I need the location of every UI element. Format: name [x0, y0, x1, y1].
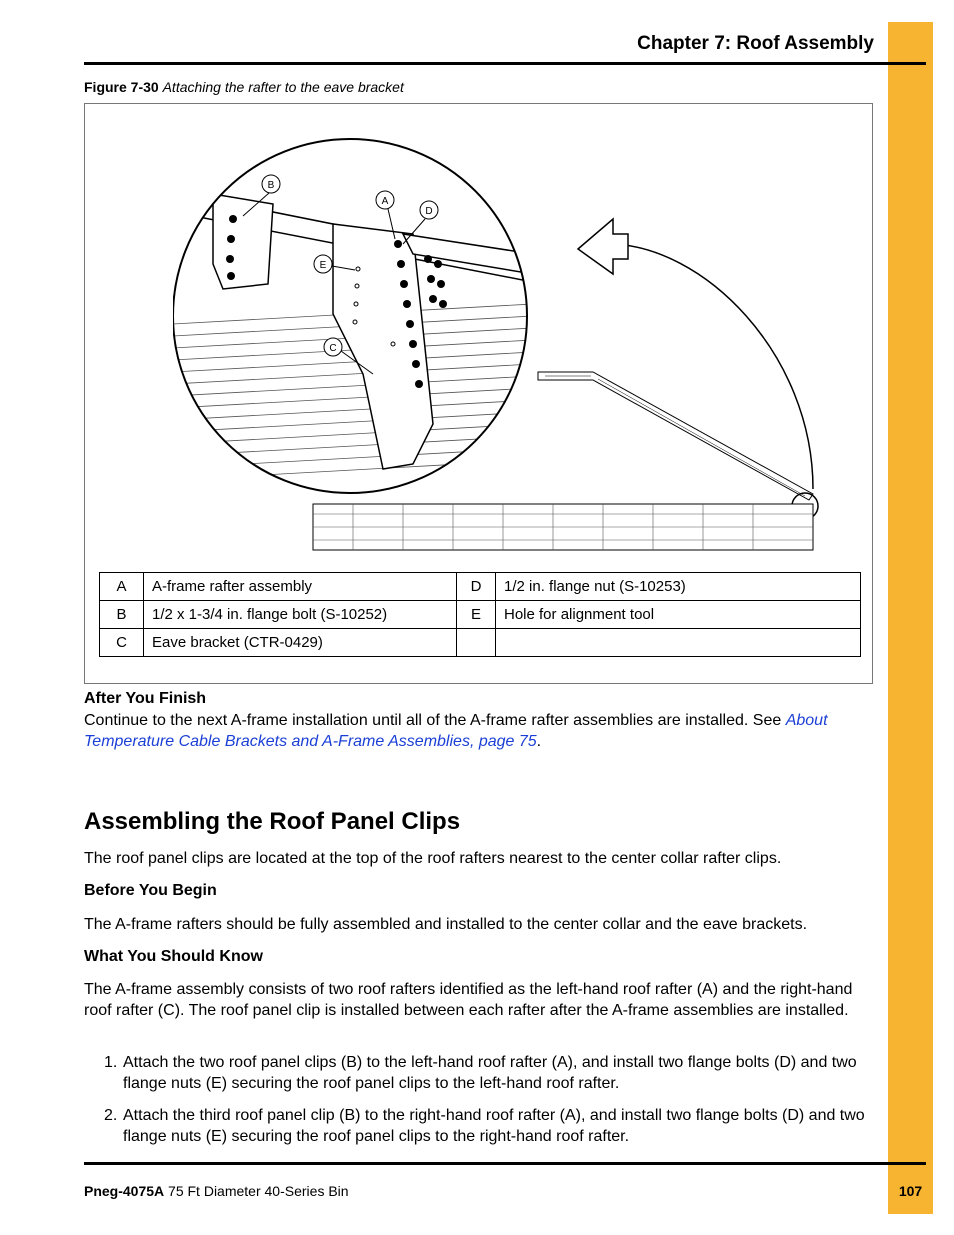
after-finish-text: Continue to the next A-frame installation until all of the A-frame rafter assemblies are installed. See — [84, 712, 786, 729]
legend-value: 1/2 x 1-3/4 in. flange bolt (S-10252) — [144, 601, 457, 629]
svg-text:D: D — [425, 206, 433, 217]
legend-value — [496, 629, 861, 657]
legend-value: A-frame rafter assembly — [144, 573, 457, 601]
figure-number: Figure 7-30 — [84, 79, 159, 95]
legend-value: 1/2 in. flange nut (S-10253) — [496, 573, 861, 601]
legend-row — [100, 629, 861, 657]
before-heading: Before You Begin — [84, 882, 217, 899]
section-intro: The roof panel clips are located at the top of the roof rafters nearest to the center collar rafter clips. — [84, 850, 782, 867]
footer-rule — [84, 1162, 926, 1165]
legend-key: E — [457, 601, 496, 629]
curved-arrow — [608, 244, 813, 489]
figure-box — [84, 103, 873, 684]
section-title: Assembling the Roof Panel Clips — [84, 808, 461, 835]
before-text: The A-frame rafters should be fully assembled and installed to the center collar and the eave brackets. — [84, 916, 808, 933]
chapter-side-tab — [888, 22, 933, 1214]
rafter-eave-illustration — [173, 124, 823, 554]
arrow-head — [578, 219, 628, 274]
figure-caption — [84, 79, 404, 95]
legend-row — [100, 573, 861, 601]
footer-doc-id: Pneg-4075A — [84, 1183, 165, 1199]
step-text: Attach the two roof panel clips (B) to the left-hand roof rafter (A), and install two flange bolts (D) and two flange nuts (E) securing the roof panel clips to the left-hand roof rafter. — [123, 1054, 857, 1092]
chapter-title: Chapter 7: Roof Assembly — [637, 33, 874, 54]
svg-text:B: B — [267, 180, 275, 191]
legend-value: Hole for alignment tool — [496, 601, 861, 629]
figure-caption-text: Attaching the rafter to the eave bracket — [162, 79, 404, 95]
legend-row — [100, 601, 861, 629]
figure-legend-table — [99, 572, 861, 657]
legend-key: A — [100, 573, 144, 601]
legend-key: C — [100, 629, 144, 657]
detail-view — [173, 124, 533, 504]
svg-text:C: C — [329, 343, 337, 354]
know-heading: What You Should Know — [84, 948, 263, 965]
header-rule — [84, 62, 926, 65]
footer-doc-title: 75 Ft Diameter 40-Series Bin — [168, 1183, 349, 1199]
overview-eave-ring — [313, 504, 813, 550]
legend-key: B — [100, 601, 144, 629]
step-number: 1. — [104, 1054, 118, 1071]
overview-rafter — [538, 372, 813, 500]
step-item — [104, 1105, 874, 1147]
after-finish-end: . — [536, 733, 542, 750]
legend-key: D — [457, 573, 496, 601]
after-finish-heading: After You Finish — [84, 690, 207, 707]
step-item — [104, 1052, 874, 1094]
cross-reference-link[interactable]: About Temperature Cable Brackets and A-Frame Assemblies, page 75 — [84, 712, 828, 750]
svg-text:A: A — [381, 196, 389, 207]
legend-key — [457, 629, 496, 657]
step-number: 2. — [104, 1107, 118, 1124]
legend-value: Eave bracket (CTR-0429) — [144, 629, 457, 657]
know-text: The A-frame assembly consists of two roof rafters identified as the left-hand roof rafter (A) and the right-hand roof rafter (C). The roof panel clip is installed between each rafter after the A-frame assemblies are installed. — [84, 981, 853, 1019]
svg-text:E: E — [319, 260, 327, 271]
page-number: 107 — [898, 1183, 923, 1199]
after-finish-paragraph — [84, 710, 874, 752]
footer-doc — [84, 1183, 349, 1199]
step-text: Attach the third roof panel clip (B) to the right-hand roof rafter (A), and install two flange bolts (D) and two flange nuts (E) securing the roof panel clips to the right-hand roof rafter. — [123, 1107, 865, 1145]
